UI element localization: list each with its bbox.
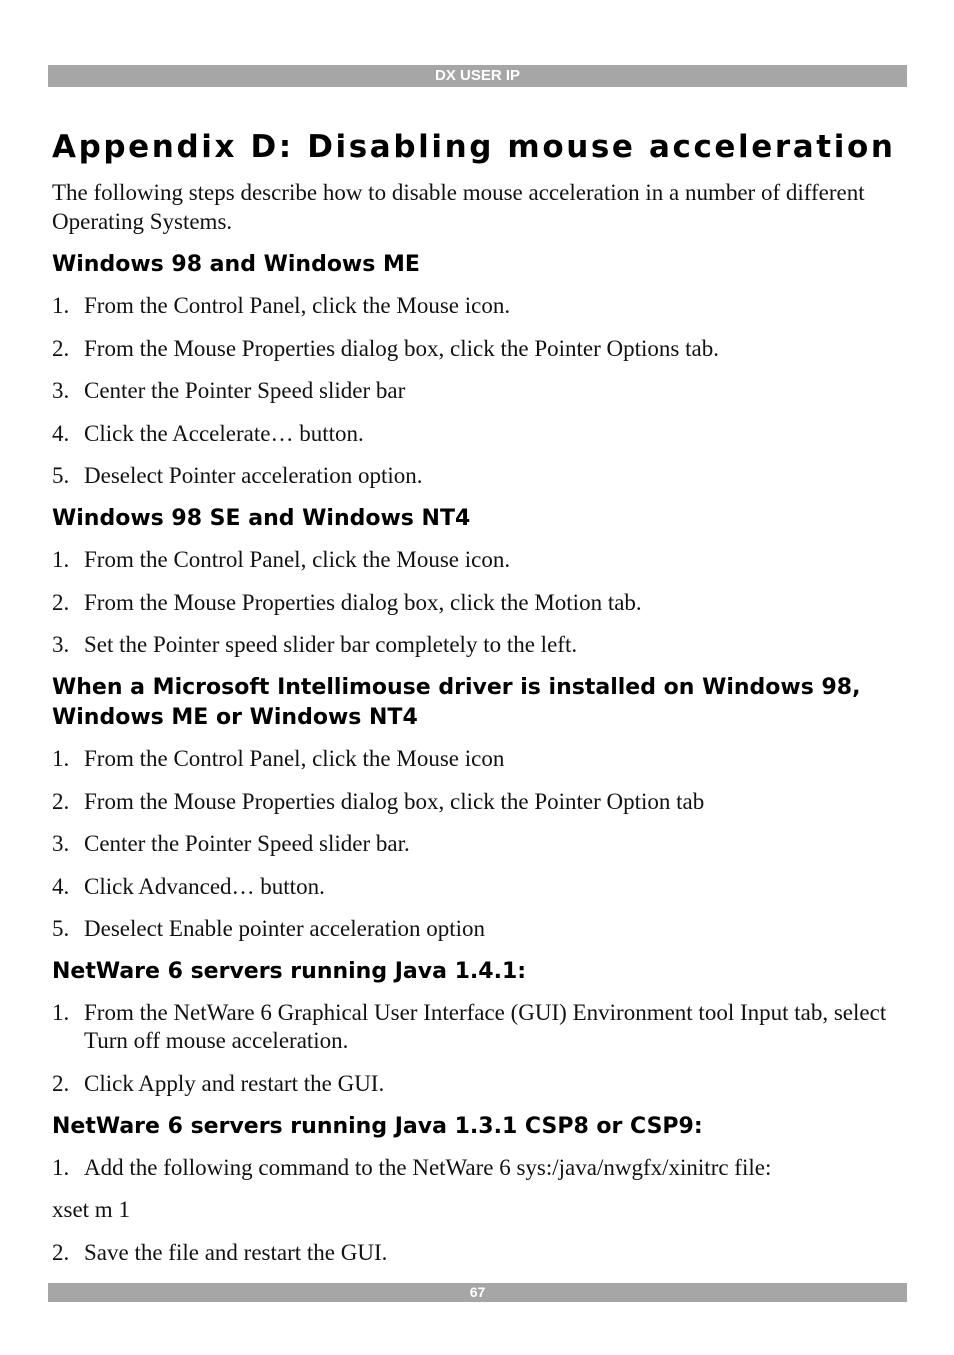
list-item: 5. Deselect Enable pointer acceleration option (52, 916, 486, 941)
list-item: 4. Click the Accelerate… button. (52, 420, 364, 446)
section-heading-win98se-nt4: Windows 98 SE and Windows NT4 (52, 506, 471, 531)
list-item: 1. From the Control Panel, click the Mouse icon. (52, 293, 511, 318)
list-item: 3. Center the Pointer Speed slider bar. (52, 831, 410, 856)
list-item: 2. From the Mouse Properties dialog box, click the Pointer Option tab (52, 788, 705, 814)
section-heading-netware-java141: NetWare 6 servers running Java 1.4.1: (52, 959, 527, 984)
steps-list-intellimouse (52, 745, 902, 943)
steps-list-netware-java131-a (52, 1154, 902, 1182)
steps-list-netware-java131-b (52, 1239, 902, 1267)
page-number: 67 (48, 1283, 907, 1302)
list-item: 4. Click Advanced… button. (52, 873, 325, 899)
section-heading-win98-me: Windows 98 and Windows ME (52, 252, 420, 277)
list-item: 1. Add the following command to the NetWare 6 sys:/java/nwgfx/xinitrc file: (52, 1154, 772, 1180)
list-item: 1. From the Control Panel, click the Mouse icon (52, 746, 505, 771)
running-header: DX USER IP (48, 65, 907, 87)
section-heading-netware-java131: NetWare 6 servers running Java 1.3.1 CSP8 or CSP9: (52, 1113, 703, 1139)
list-item: 2. From the Mouse Properties dialog box, click the Pointer Options tab. (52, 335, 719, 361)
command-line: xset m 1 (52, 1197, 130, 1222)
list-item: 1. From the NetWare 6 Graphical User Interface (GUI) Environment tool Input tab, select Turn off mouse acceleration. (52, 1000, 887, 1053)
steps-list-netware-java141 (52, 999, 902, 1098)
intro-paragraph: The following steps describe how to disable mouse acceleration in a number of different Operating Systems. (52, 180, 865, 234)
list-item: 2. Save the file and restart the GUI. (52, 1239, 388, 1265)
list-item: 2. From the Mouse Properties dialog box, click the Motion tab. (52, 589, 642, 615)
list-item: 5. Deselect Pointer acceleration option. (52, 463, 423, 488)
page-title: Appendix D: Disabling mouse acceleration (52, 129, 896, 165)
list-item: 1. From the Control Panel, click the Mouse icon. (52, 547, 511, 572)
list-item: 3. Set the Pointer speed slider bar completely to the left. (52, 632, 578, 657)
steps-list-win98-me (52, 292, 902, 490)
steps-list-win98se-nt4 (52, 546, 902, 659)
section-heading-intellimouse: When a Microsoft Intellimouse driver is installed on Windows 98, Windows ME or Windows NT4 (52, 675, 861, 730)
list-item: 2. Click Apply and restart the GUI. (52, 1070, 385, 1096)
list-item: 3. Center the Pointer Speed slider bar (52, 378, 406, 403)
page-body (52, 126, 902, 1267)
